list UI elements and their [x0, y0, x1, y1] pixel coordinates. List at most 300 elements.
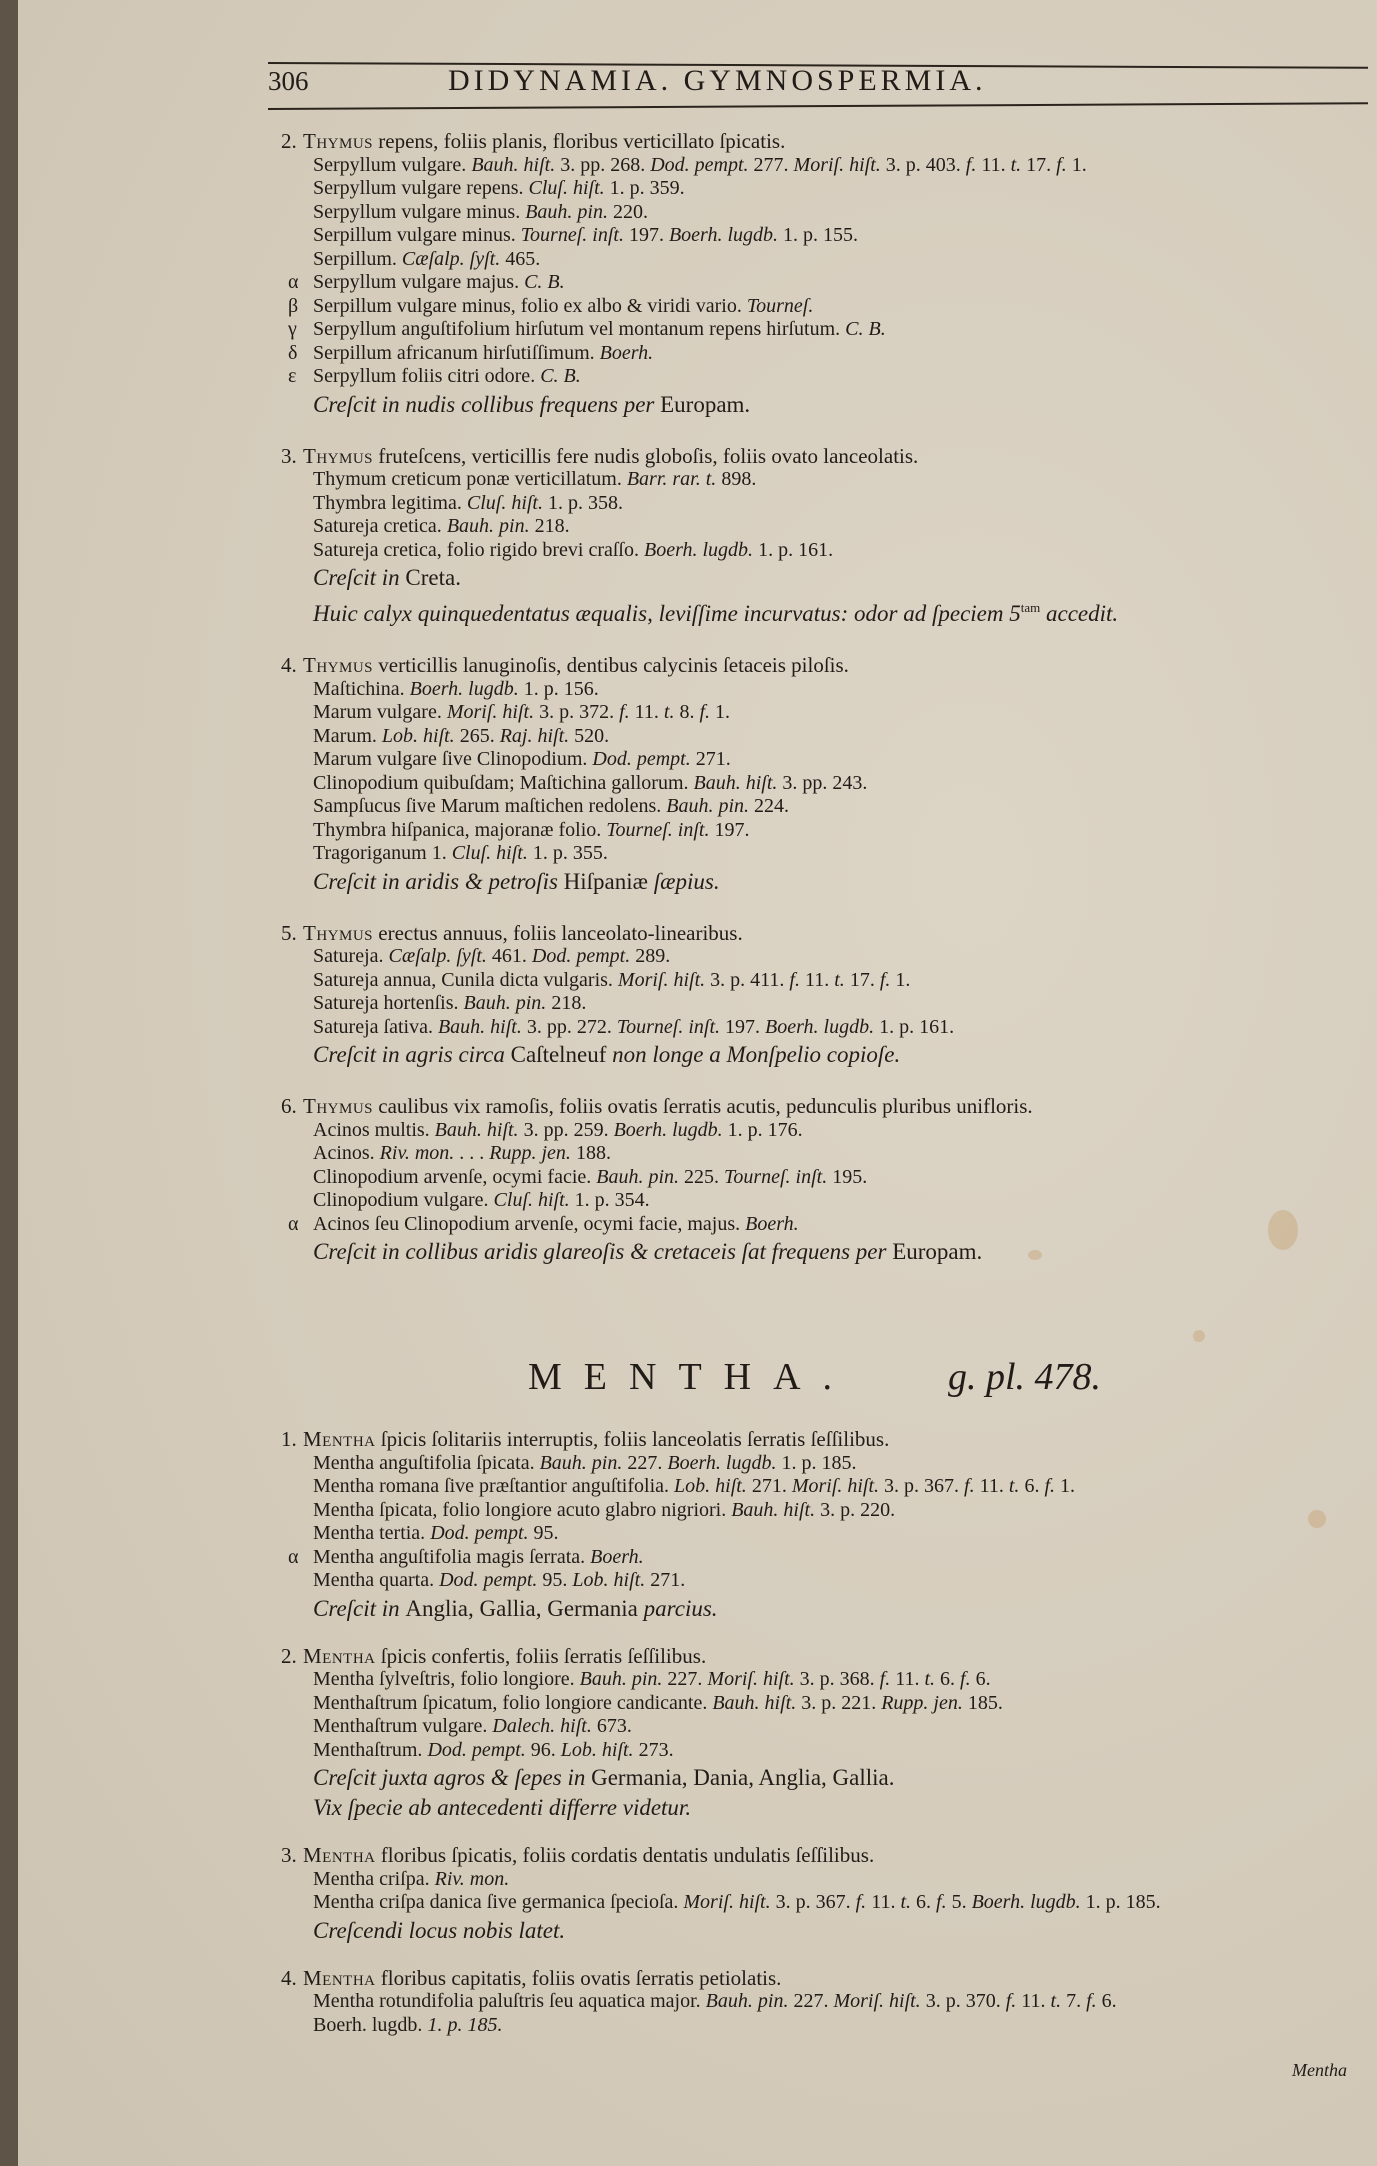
synonym-line: [18, 1119, 1377, 1143]
synonym-text: Marum.: [313, 724, 382, 747]
diagnosis-text: fruteſcens, verticillis fere nudis globoſis, foliis ovato lanceolatis.: [373, 443, 919, 468]
species-number: 2.: [281, 1643, 297, 1668]
synonym-text: 1. p. 156.: [518, 677, 599, 700]
citation: Dod. pempt.: [531, 945, 631, 967]
synonym-line: [18, 748, 1377, 772]
synonym-text: Serpyllum vulgare majus.: [313, 271, 525, 293]
synonym-text: Satureja annua, Cunila dicta vulgaris.: [313, 968, 618, 991]
citation: Bauh. pin.: [666, 795, 750, 817]
synonym-line: [18, 1990, 1377, 2014]
synonym-line: [18, 701, 1377, 725]
species-phrase: [18, 1428, 1377, 1452]
citation: f.: [789, 968, 800, 991]
synonym-text: Sampſucus ſive Marum maſtichen redolens.: [313, 795, 667, 817]
citation: Boerh. lugdb.: [409, 677, 519, 700]
citation: f.: [1005, 1990, 1017, 2012]
variety-letter: α: [288, 1545, 299, 1568]
citation: Boerh. lugdb.: [971, 1891, 1081, 1913]
citation: Dod. pempt.: [592, 748, 691, 770]
citation: Bauh. pin.: [463, 992, 547, 1014]
citation: Dod. pempt.: [427, 1738, 526, 1761]
citation: Boerh.: [745, 1212, 799, 1235]
citation: f.: [699, 701, 711, 723]
citation: Bauh. hiſt.: [471, 153, 556, 176]
citation: Riv. mon.: [379, 1142, 455, 1164]
synonym-text: 1.: [1055, 1475, 1075, 1497]
variety-line: [18, 1546, 1377, 1570]
variety-letter: δ: [288, 341, 298, 364]
citation: t.: [1050, 1990, 1062, 2012]
genus-word: Thymus: [303, 1094, 374, 1118]
synonym-text: 1. p. 358.: [542, 491, 623, 514]
citation: Tourneſ.: [746, 294, 814, 317]
synonym-text: Thymbra hiſpanica, majoranæ folio.: [313, 818, 607, 841]
habitat-text: Creſcit in nudis collibus frequens per: [313, 391, 661, 417]
citation: f.: [1056, 153, 1067, 176]
citation: Moriſ. hiſt.: [791, 1475, 880, 1497]
variety-line: [18, 295, 1377, 319]
citation: Boerh. lugdb.: [613, 1118, 723, 1141]
synonym-line: [18, 201, 1377, 225]
variety-letter: γ: [288, 318, 297, 340]
citation: C. B.: [845, 318, 886, 340]
synonym-text: Serpyllum anguſtifolium hirſutum vel montanum repens hirſutum.: [313, 318, 846, 340]
species-entry: [18, 1967, 1377, 2038]
citation: Rupp. jen.: [489, 1142, 571, 1164]
synonym-text: 95.: [528, 1522, 559, 1544]
habitat-line: [18, 1764, 1377, 1792]
genus-word: Thymus: [303, 653, 374, 677]
habitat-line: [18, 391, 1377, 419]
observation-text: calyx quinquedentatus æqualis, leviſſime incurvatus: odor ad ſpeciem 5: [357, 601, 1021, 626]
synonym-text: 188.: [570, 1142, 611, 1164]
synonym-text: Maſtichina.: [313, 677, 410, 700]
synonym-text: 3. p. 220.: [815, 1498, 896, 1521]
synonym-text: 11.: [974, 1475, 1009, 1497]
synonym-text: 273.: [633, 1738, 674, 1761]
synonym-text: Clinopodium quibuſdam; Maſtichina gallorum.: [313, 771, 694, 794]
citation: Dalech. hiſt.: [492, 1715, 592, 1737]
citation: Tourneſ. inſt.: [520, 224, 624, 246]
synonym-text: 1. p. 176.: [722, 1118, 803, 1141]
synonym-text: Serpyllum vulgare.: [313, 153, 472, 176]
habitat-text: parcius.: [637, 1595, 718, 1621]
synonym-line: [18, 819, 1377, 843]
citation: Cæſalp. ſyſt.: [388, 945, 487, 967]
synonym-line: [18, 725, 1377, 749]
habitat-text: Creſcit in agris circa: [313, 1042, 511, 1067]
synonym-text: Satureja.: [313, 945, 389, 967]
synonym-text: Mentha ſylveſtris, folio longiore.: [313, 1668, 580, 1690]
synonym-text: 1. p. 185.: [776, 1451, 857, 1474]
synonym-text: 11.: [976, 153, 1011, 176]
citation: Bauh. pin.: [596, 1165, 680, 1188]
synonym-text: Serpyllum foliis citri odore.: [313, 365, 541, 387]
citation: Bauh. hiſt.: [437, 1015, 522, 1038]
synonym-text: Satureja hortenſis.: [313, 992, 464, 1014]
observation-text: Huic: [313, 601, 358, 626]
synonym-text: Menthaſtrum ſpicatum, folio longiore candicante.: [313, 1691, 713, 1714]
diagnosis-text: repens, foliis planis, floribus verticillato ſpicatis.: [373, 129, 786, 153]
place-name: Anglia, Gallia, Germania: [405, 1595, 638, 1621]
synonym-text: 220.: [607, 200, 648, 223]
citation: f.: [964, 1475, 975, 1497]
genus-word: Mentha: [303, 1965, 376, 1990]
synonym-text: 3. p. 367.: [770, 1891, 856, 1913]
citation: Boerh.: [590, 1545, 644, 1568]
running-header: [18, 66, 1377, 106]
synonym-text: Mentha criſpa danica ſive germanica ſpecioſa.: [313, 1891, 684, 1913]
synonym-text: 185.: [962, 1691, 1003, 1714]
synonym-text: 225.: [679, 1165, 725, 1188]
citation: t.: [834, 968, 845, 991]
synonym-text: Acinos multis.: [313, 1118, 435, 1141]
habitat-text: non longe a Monſpelio copioſe.: [606, 1042, 901, 1067]
citation: f.: [1044, 1475, 1055, 1497]
catchword: Mentha: [1292, 2060, 1347, 2080]
diagnosis-text: floribus ſpicatis, foliis cordatis dentatis undulatis ſeſſilibus.: [375, 1843, 875, 1867]
synonym-line: [18, 248, 1377, 272]
synonym-line: [18, 154, 1377, 178]
genus-word: Mentha: [303, 1643, 376, 1668]
diagnosis-text: caulibus vix ramoſis, foliis ovatis ſerratis acutis, pedunculis pluribus unifloris.: [373, 1094, 1033, 1118]
species-number: 6.: [281, 1094, 297, 1118]
citation: Bauh. hiſt.: [712, 1691, 797, 1714]
citation: f.: [936, 1891, 947, 1913]
observation-text: accedit.: [1040, 601, 1119, 626]
citation: Moriſ. hiſt.: [683, 1891, 771, 1913]
synonym-text: Thymbra legitima.: [313, 491, 467, 514]
species-number: 1.: [281, 1427, 297, 1451]
synonym-text: Serpyllum vulgare minus.: [313, 200, 526, 223]
variety-letter: α: [288, 1212, 299, 1235]
species-entry: [18, 654, 1377, 896]
citation: Cluſ. hiſt.: [493, 1189, 570, 1211]
citation: Boerh. lugdb.: [668, 224, 779, 246]
synonym-text: Mentha quarta.: [313, 1569, 440, 1591]
genus-word: Thymus: [303, 443, 374, 468]
citation: f.: [619, 701, 630, 723]
synonym-text: 1. p. 359.: [604, 177, 685, 199]
synonym-text: 195.: [827, 1165, 868, 1188]
synonym-text: 7.: [1061, 1990, 1087, 2012]
place-name: Europam.: [660, 391, 751, 417]
synonym-text: Mentha ſpicata, folio longiore acuto glabro nigriori.: [313, 1498, 732, 1521]
synonym-text: 461.: [486, 945, 532, 967]
synonym-text: 1. p. 161.: [753, 538, 834, 561]
synonym-text: Clinopodium vulgare.: [313, 1189, 494, 1211]
species-number: 3.: [281, 443, 297, 468]
synonym-text: . . .: [454, 1142, 490, 1164]
synonym-text: Satureja cretica.: [313, 515, 447, 537]
synonym-text: Menthaſtrum vulgare.: [313, 1715, 493, 1737]
synonym-line: [18, 1891, 1377, 1915]
habitat-text: Creſcit juxta agros & ſepes in: [313, 1765, 592, 1790]
synonym-text: 11.: [866, 1891, 901, 1913]
synonym-line: [18, 842, 1377, 866]
species-number: 5.: [281, 920, 297, 945]
habitat-text: Creſcit in: [313, 565, 406, 590]
species-number: 4.: [281, 653, 297, 677]
synonym-text: Mentha tertia.: [313, 1522, 431, 1544]
synonym-line: [18, 1868, 1377, 1892]
synonym-line: [18, 795, 1377, 819]
citation: Raj. hiſt.: [499, 724, 570, 747]
synonym-text: 17.: [844, 968, 880, 991]
synonym-text: 6.: [935, 1668, 961, 1690]
synonym-line: [18, 1739, 1377, 1763]
genus-name: MENTHA.: [528, 1356, 855, 1398]
synonym-text: 271.: [746, 1475, 792, 1497]
synonym-text: 3. p. 403.: [880, 153, 966, 176]
synonym-text: Marum vulgare.: [313, 701, 447, 723]
synonym-text: Serpillum africanum hirſutiſſimum.: [313, 341, 600, 364]
synonym-text: 227.: [662, 1668, 708, 1690]
synonym-line: [18, 1189, 1377, 1213]
synonym-text: 6.: [970, 1668, 991, 1690]
synonym-text: 1. p. 355.: [527, 842, 608, 864]
citation: Lob. hiſt.: [560, 1738, 634, 1761]
citation: 1. p. 185.: [422, 2013, 503, 2036]
habitat-line: [18, 1917, 1377, 1945]
synonym-text: Clinopodium arvenſe, ocymi facie.: [313, 1165, 597, 1188]
species-entry: [18, 130, 1377, 419]
synonym-line: [18, 969, 1377, 993]
synonym-line: [18, 1499, 1377, 1523]
synonym-text: 11.: [1016, 1990, 1051, 2012]
species-phrase: [18, 654, 1377, 678]
diagnosis-text: erectus annuus, foliis lanceolato-linearibus.: [373, 920, 743, 945]
synonym-text: 3. p. 370.: [920, 1990, 1006, 2012]
synonym-text: 197.: [709, 818, 750, 841]
synonym-text: Acinos ſeu Clinopodium arvenſe, ocymi facie, majus.: [313, 1212, 746, 1235]
citation: f.: [1086, 1990, 1097, 2012]
synonym-text: 465.: [500, 247, 541, 270]
citation: Moriſ. hiſt.: [833, 1990, 921, 2012]
synonym-text: 1. p. 354.: [569, 1189, 650, 1211]
synonym-text: 1.: [1066, 153, 1087, 176]
place-name: Caſtelneuf: [510, 1042, 607, 1067]
citation: Bauh. pin.: [446, 515, 530, 537]
citation: Cluſ. hiſt.: [466, 491, 543, 514]
synonym-text: 3. p. 367.: [879, 1475, 965, 1497]
citation: f.: [879, 968, 891, 991]
synonym-text: 218.: [546, 992, 587, 1014]
synonym-line: [18, 177, 1377, 201]
citation: Moriſ. hiſt.: [446, 701, 535, 723]
synonym-text: 6.: [1019, 1475, 1045, 1497]
citation: Moriſ. hiſt.: [793, 153, 881, 176]
synonym-line: [18, 1142, 1377, 1166]
synonym-text: Serpillum vulgare minus, folio ex albo & viridi vario.: [313, 294, 747, 317]
species-phrase: [18, 1645, 1377, 1669]
variety-letter: α: [288, 271, 299, 293]
synonym-text: 3. p. 372.: [534, 701, 620, 723]
synonym-line: [18, 1692, 1377, 1716]
variety-line: [18, 1213, 1377, 1237]
species-number: 4.: [281, 1965, 297, 1990]
synonym-text: Tragoriganum 1.: [313, 842, 452, 864]
citation: Tourneſ. inſt.: [606, 818, 710, 841]
citation: Rupp. jen.: [881, 1691, 963, 1714]
synonym-text: 1. p. 161.: [874, 1015, 955, 1038]
synonym-text: 17.: [1021, 153, 1057, 176]
citation: Lob. hiſt.: [674, 1475, 747, 1497]
synonym-text: 1. p. 185.: [1080, 1891, 1161, 1913]
synonym-text: 3. p. 411.: [705, 968, 790, 991]
observation-text: Vix ſpecie ab antecedenti differre videtur.: [313, 1795, 692, 1820]
synonym-text: Menthaſtrum.: [313, 1738, 428, 1761]
synonym-text: 218.: [529, 515, 570, 537]
synonym-text: Mentha romana ſive præſtantior anguſtifolia.: [313, 1475, 675, 1497]
synonym-line: [18, 1452, 1377, 1476]
synonym-line: [18, 1522, 1377, 1546]
book-page: [18, 0, 1377, 2166]
synonym-line: [18, 1166, 1377, 1190]
species-entry: [18, 445, 1377, 629]
species-entry: [18, 1645, 1377, 1823]
citation: Riv. mon.: [434, 1867, 510, 1890]
synonym-text: Marum vulgare ſive Clinopodium.: [313, 748, 593, 770]
citation: t.: [1008, 1475, 1020, 1497]
diagnosis-text: ſpicis ſolitariis interruptis, foliis lanceolatis ſerratis ſeſſilibus.: [375, 1427, 890, 1451]
citation: Moriſ. hiſt.: [707, 1668, 795, 1690]
synonym-text: 673.: [591, 1715, 632, 1737]
species-entry: [18, 1095, 1377, 1266]
page-number: 306: [268, 66, 309, 96]
synonym-text: 265.: [454, 724, 500, 747]
citation: Bauh. hiſt.: [693, 771, 778, 794]
species-number: 3.: [281, 1843, 297, 1867]
synonym-text: 3. pp. 272.: [521, 1015, 617, 1038]
synonym-text: 11.: [629, 701, 664, 723]
synonym-line: [18, 678, 1377, 702]
citation: Moriſ. hiſt.: [617, 968, 706, 991]
place-name: Europam.: [892, 1239, 983, 1264]
habitat-line: [18, 1595, 1377, 1623]
variety-letter: ε: [288, 365, 297, 387]
synonym-text: 5.: [946, 1891, 972, 1913]
citation: Dod. pempt.: [430, 1522, 529, 1544]
synonym-text: 227.: [622, 1451, 668, 1474]
place-name: Germania, Dania, Anglia, Gallia.: [591, 1765, 895, 1790]
habitat-line: [18, 1238, 1377, 1266]
habitat-text: Creſcendi locus nobis latet.: [313, 1917, 566, 1943]
thymus-species-list: [18, 130, 1377, 1266]
species-entry: [18, 1844, 1377, 1945]
citation: Bauh. pin.: [579, 1668, 663, 1690]
synonym-line: [18, 1569, 1377, 1593]
synonym-text: 271.: [690, 748, 731, 770]
species-phrase: [18, 1967, 1377, 1991]
genus-heading: [18, 1355, 1377, 1415]
observation-line: [18, 594, 1377, 628]
citation: Bauh. hiſt.: [731, 1498, 816, 1521]
variety-letter: β: [288, 294, 299, 317]
genus-word: Thymus: [303, 920, 374, 945]
synonym-line: [18, 772, 1377, 796]
synonym-text: 3. p. 368.: [794, 1668, 880, 1690]
synonym-text: 3. pp. 243.: [777, 771, 868, 794]
synonym-text: 898.: [716, 468, 757, 490]
citation: Boerh.: [599, 341, 654, 364]
citation: f.: [855, 1891, 867, 1913]
synonym-text: 289.: [630, 945, 671, 967]
citation: Tourneſ. inſt.: [616, 1015, 721, 1038]
citation: Lob. hiſt.: [381, 724, 455, 747]
citation: Boerh. lugdb.: [765, 1015, 875, 1038]
synonym-line: [18, 992, 1377, 1016]
synonym-text: Mentha anguſtifolia ſpicata.: [313, 1451, 540, 1474]
variety-line: [18, 271, 1377, 295]
synonym-text: Boerh. lugdb.: [313, 2013, 423, 2036]
synonym-text: 1. p. 155.: [778, 224, 859, 246]
habitat-line: [18, 564, 1377, 592]
citation: t.: [663, 701, 675, 723]
synonym-text: Satureja ſativa.: [313, 1015, 438, 1038]
citation: t.: [1010, 153, 1022, 176]
citation: f.: [965, 153, 977, 176]
synonym-text: Mentha criſpa.: [313, 1867, 435, 1890]
synonym-text: 3. p. 221.: [796, 1691, 882, 1714]
citation: f.: [960, 1668, 971, 1690]
species-phrase: [18, 1844, 1377, 1868]
citation: C. B.: [524, 271, 565, 293]
citation: Bauh. pin.: [705, 1990, 789, 2012]
citation: Cluſ. hiſt.: [451, 842, 528, 864]
synonym-text: 271.: [645, 1569, 686, 1591]
synonym-text: 227.: [788, 1990, 834, 2012]
habitat-line: [18, 1041, 1377, 1069]
place-name: Creta.: [405, 565, 461, 590]
diagnosis-text: verticillis lanuginoſis, dentibus calycinis ſetaceis piloſis.: [373, 653, 849, 677]
foxing-spot: [1193, 1330, 1205, 1342]
synonym-line: [18, 1668, 1377, 1692]
diagnosis-text: floribus capitatis, foliis ovatis ſerratis petiolatis.: [375, 1965, 782, 1990]
species-entry: [18, 1428, 1377, 1623]
citation: Barr. rar. t.: [626, 468, 717, 490]
synonym-text: Serpillum vulgare minus.: [313, 224, 521, 246]
genus-word: Mentha: [303, 1843, 376, 1867]
synonym-text: Satureja cretica, folio rigido brevi craſſo.: [313, 538, 644, 561]
synonym-text: 197.: [623, 224, 669, 246]
synonym-text: 277.: [748, 153, 794, 176]
synonym-text: 95.: [537, 1569, 573, 1591]
synonym-line: [18, 539, 1377, 563]
habitat-text: Creſcit in collibus aridis glareoſis & cretaceis ſat frequens per: [313, 1239, 893, 1264]
synonym-text: Mentha rotundifolia paluſtris ſeu aquatica major.: [313, 1990, 706, 2012]
synonym-line: [18, 515, 1377, 539]
citation: t.: [924, 1668, 936, 1690]
citation: Tourneſ. inſt.: [724, 1165, 828, 1188]
synonym-line: [18, 2014, 1377, 2038]
habitat-text: Creſcit in aridis & petroſis: [313, 868, 564, 894]
synonym-line: [18, 1016, 1377, 1040]
synonym-line: [18, 468, 1377, 492]
species-entry: [18, 922, 1377, 1070]
variety-line: [18, 342, 1377, 366]
synonym-text: Mentha anguſtifolia magis ſerrata.: [313, 1545, 591, 1568]
genus-word: Thymus: [303, 129, 374, 153]
variety-line: [18, 318, 1377, 342]
species-phrase: [18, 1095, 1377, 1119]
synonym-text: 1.: [710, 701, 731, 723]
citation: Bauh. pin.: [539, 1451, 623, 1474]
synonym-text: Acinos.: [313, 1142, 380, 1164]
diagnosis-text: ſpicis confertis, foliis ſerratis ſeſſilibus.: [375, 1643, 707, 1668]
synonym-text: 3. pp. 268.: [555, 153, 651, 176]
genus-word: Mentha: [303, 1427, 376, 1451]
